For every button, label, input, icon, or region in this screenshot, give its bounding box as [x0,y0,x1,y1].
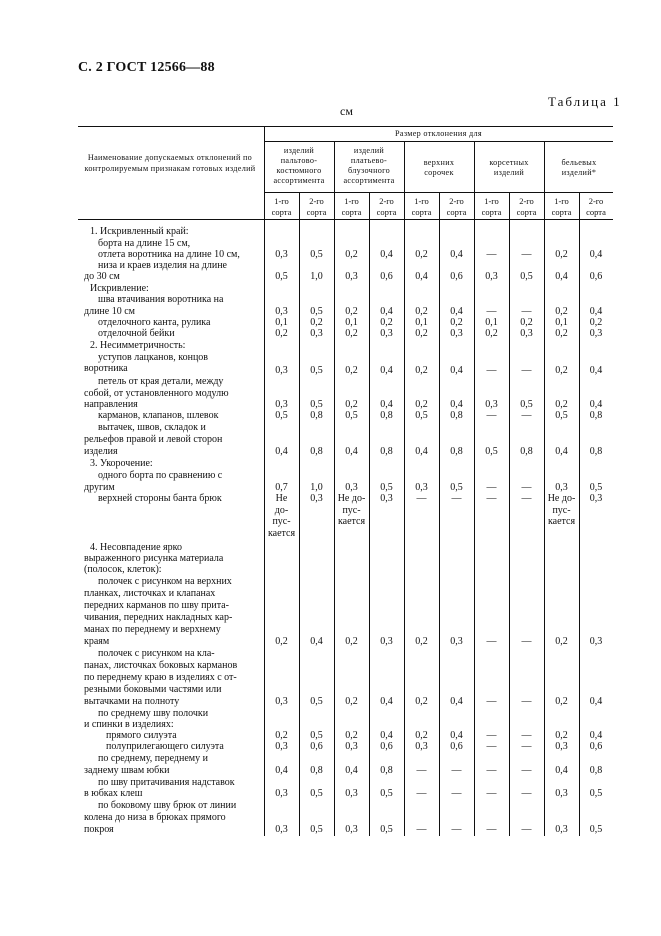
value-cell: 0,8 [450,446,463,457]
row-label-line: по переднему краю в изделиях с от- [84,672,237,683]
value-cell: 0,4 [415,446,428,457]
value-cell: — [521,306,532,317]
value-cell: — [486,306,497,317]
value-cell: 0,8 [450,410,463,421]
value-cell: 0,3 [415,741,428,752]
value-cell: 0,8 [380,446,393,457]
row-label-line: полочек с рисунком на верхних [98,576,232,587]
value-cell: кается [267,527,296,539]
value-cell: 0,2 [450,317,463,328]
row-label-line: планках, листочках и клапанах [84,588,216,599]
row-label-line: 4. Несовпадение ярко [90,542,182,553]
value-cell: — [486,696,497,707]
value-cell: — [521,824,532,835]
row-label-line: борта на длине 15 см, [98,238,191,249]
value-cell: 0,4 [345,765,358,776]
value-cell: — [416,765,427,776]
value-cell: 0,4 [555,446,568,457]
value-cell: 0,5 [275,271,288,282]
row-label-line: до 30 см [84,271,120,282]
table-top-rule [78,126,613,127]
value-cell: — [451,765,462,776]
value-cell: 0,3 [589,328,603,339]
row-label-line: отделочного канта, рулика [98,317,211,328]
row-label-line: 1. Искривленный край: [90,226,189,237]
value-cell: 0,6 [380,271,393,282]
value-cell: 0,2 [345,696,358,707]
value-cell: 1,0 [310,482,323,493]
value-cell: 0,2 [275,730,288,741]
value-cell: — [521,788,532,799]
value-cell: 0,5 [310,730,323,741]
value-cell: 0,5 [520,271,533,282]
value-cell: — [486,249,497,260]
value-cell: — [486,788,497,799]
value-cell: 0,2 [415,328,428,339]
grade-header: 1-го сорта [341,196,362,217]
size-header-rule [264,141,613,142]
value-cell: 0,5 [310,399,323,410]
value-cell: 1,0 [310,271,323,282]
value-cell: 0,2 [345,306,358,317]
row-label-line: по боковому шву брюк от линии [98,800,237,811]
value-cell: 0,1 [485,317,498,328]
value-cell: 0,6 [589,271,603,282]
row-label-line: по шву притачивания надставок [98,777,235,788]
value-cell: Не до- [547,493,576,504]
value-cell: 0,3 [275,824,288,835]
value-cell: — [521,410,532,421]
value-cell: 0,4 [450,696,463,707]
grade-header: 1-го сорта [271,196,292,217]
value-cell: 0,4 [380,365,393,376]
value-cell: 0,4 [380,306,393,317]
value-cell: 0,4 [380,249,393,260]
value-cell: 0,2 [310,317,323,328]
value-cell: пус- [552,504,571,516]
value-cell: — [521,765,532,776]
value-cell: 0,5 [555,410,568,421]
value-cell: 0,4 [310,636,323,647]
row-label-line: уступов лацканов, концов [98,352,209,363]
value-cell: 0,8 [310,446,323,457]
value-cell: кается [337,516,366,527]
value-cell: — [486,824,497,835]
value-cell: 0,3 [415,482,428,493]
value-cell: Не до- [337,493,366,504]
value-cell: 0,3 [275,741,288,752]
row-label-line: и спинки в изделиях: [84,719,174,730]
value-cell: 0,8 [310,765,323,776]
value-cell: 0,4 [450,399,463,410]
row-label-line: длине 10 см [84,306,135,317]
value-cell: 0,3 [555,824,568,835]
value-cell: 0,2 [555,399,568,410]
value-cell: 0,5 [589,482,603,493]
value-cell: 0,1 [555,317,568,328]
value-cell: — [521,741,532,752]
grade-header: 2-го сорта [446,196,467,217]
value-cell: 0,3 [275,249,288,260]
grade-header: 2-го сорта [376,196,397,217]
value-cell: 0,2 [555,636,568,647]
value-cell: 0,2 [555,365,568,376]
value-cell: 0,4 [589,306,603,317]
value-cell: 0,8 [310,410,323,421]
value-cell: 0,4 [275,765,288,776]
value-cell: 0,2 [345,636,358,647]
value-cell: 0,2 [275,636,288,647]
value-cell: 0,5 [275,410,288,421]
row-label-line: направления [84,399,138,410]
value-cell: 0,5 [450,482,463,493]
value-cell: 0,3 [345,482,358,493]
value-cell: 0,3 [485,399,498,410]
value-cell: 0,5 [310,788,323,799]
row-label-line: изделия [84,446,118,457]
value-cell: 0,8 [589,765,603,776]
value-cell: 0,2 [275,328,288,339]
value-cell: 0,2 [415,399,428,410]
value-cell: 0,3 [555,482,568,493]
value-cell: 0,4 [589,399,603,410]
value-cell: 0,2 [555,306,568,317]
value-cell: 0,3 [450,636,463,647]
value-cell: 0,8 [380,765,393,776]
row-label-line: резными боковыми частями или [84,684,222,695]
value-cell: 0,5 [380,824,393,835]
value-cell: 0,8 [589,446,603,457]
value-cell: — [521,730,532,741]
value-cell: — [521,636,532,647]
value-cell: 0,5 [345,410,358,421]
row-label-line: покроя [84,824,114,835]
value-cell: 0,3 [275,696,288,707]
value-cell: 0,3 [275,306,288,317]
group-header-dress: изделий платьево-блузочного ассортимента [343,146,395,185]
value-cell: 0,5 [380,788,393,799]
row-label-line: собой, от установленного модулю [84,388,229,399]
value-cell: 0,4 [275,446,288,457]
value-cell: 0,4 [589,365,603,376]
value-cell: 0,2 [415,365,428,376]
row-label-line: воротника [84,363,128,374]
value-cell: 0,2 [555,249,568,260]
row-label-line: по среднему шву полочки [98,708,209,719]
value-cell: — [486,765,497,776]
value-cell: 0,1 [415,317,428,328]
value-cell: пус- [342,504,361,516]
value-cell: — [486,493,497,504]
value-cell: 0,2 [520,317,533,328]
row-label-line: передних карманов по шву притa- [84,600,229,611]
value-cell: 0,4 [345,446,358,457]
value-cell: 0,5 [310,249,323,260]
row-label-line: карманов, клапанов, шлевок [98,410,219,421]
value-cell: — [486,741,497,752]
value-cell: 0,6 [310,741,323,752]
value-cell: 0,5 [310,365,323,376]
value-cell: — [521,365,532,376]
header-bottom-rule [78,219,613,220]
row-label-line: одного борта по сравнению с [98,470,223,481]
value-cell: 0,3 [310,328,323,339]
value-cell: — [486,410,497,421]
value-cell: — [486,730,497,741]
unit-label: см [340,104,353,118]
value-cell: 0,4 [450,306,463,317]
value-cell: 0,4 [589,730,603,741]
grade-header: 2-го сорта [306,196,327,217]
group-header-corset: корсетных изделий [489,158,529,177]
value-cell: 0,4 [589,696,603,707]
row-label-line: колена до низа в брюках прямого [84,812,226,823]
value-cell: 0,2 [555,730,568,741]
value-cell: 0,4 [380,730,393,741]
value-cell: 0,2 [345,730,358,741]
value-cell: 0,1 [275,317,288,328]
grade-header: 2-го сорта [516,196,537,217]
row-label-line: полочек с рисунком на кла- [98,648,215,659]
value-cell: 0,4 [589,249,603,260]
value-cell: 0,4 [450,365,463,376]
value-cell: — [486,365,497,376]
value-cell: 0,2 [415,696,428,707]
row-label-line: заднему швам юбки [84,765,170,776]
value-cell: — [521,482,532,493]
value-cell: 0,6 [450,741,463,752]
value-cell: 0,2 [345,249,358,260]
value-cell: 0,2 [380,317,393,328]
value-cell: 0,2 [415,636,428,647]
row-label-line: петель от края детали, между [98,376,224,387]
value-cell: — [451,493,462,504]
value-cell: 0,2 [415,306,428,317]
value-cell: 0,3 [275,788,288,799]
row-label-line: вытачек, швов, складок и [98,422,206,433]
value-cell: 0,4 [450,249,463,260]
value-cell: 0,3 [380,328,393,339]
value-cell: — [486,636,497,647]
row-label-line: полуприлегающего силуэта [106,741,224,752]
value-cell: 0,7 [275,482,288,493]
value-cell: — [521,493,532,504]
value-cell: 0,3 [485,271,498,282]
grade-header: 1-го сорта [481,196,502,217]
row-label-line: манах по переднему и верхнему [84,624,221,635]
row-label-line: верхней стороны банта брюк [98,493,222,504]
value-cell: 0,5 [415,410,428,421]
value-cell: 0,2 [345,328,358,339]
value-cell: до- [274,504,289,516]
value-cell: 0,5 [380,482,393,493]
value-cell: 0,3 [345,824,358,835]
size-header: Размер отклонения для [395,129,482,138]
value-cell: 0,5 [310,696,323,707]
value-cell: — [451,788,462,799]
value-cell: 0,2 [345,365,358,376]
value-cell: 0,3 [589,493,603,504]
name-column-header: Наименование допускаемых отклонений по контролируемым признакам готовых изделий [84,153,256,173]
value-cell: 0,5 [520,399,533,410]
value-cell: 0,3 [589,636,603,647]
value-cell: — [451,824,462,835]
row-label-line: другим [84,482,115,493]
value-cell: 0,4 [380,399,393,410]
value-cell: 0,5 [589,824,603,835]
row-label-line: шва втачивания воротника на [98,294,224,305]
value-cell: — [486,482,497,493]
grade-header: 2-го сорта [586,196,606,217]
value-cell: 0,3 [450,328,463,339]
value-cell: 0,5 [589,788,603,799]
value-cell: 0,2 [345,399,358,410]
value-cell: Не [275,493,288,504]
value-cell: 0,4 [555,765,568,776]
row-label-line: в юбках клеш [84,788,143,799]
value-cell: 0,6 [380,741,393,752]
value-cell: 0,4 [415,271,428,282]
group-header-shirts: верхних сорочек [423,158,455,177]
value-cell: 0,2 [415,730,428,741]
value-cell: — [521,696,532,707]
value-cell: 0,5 [310,824,323,835]
value-cell: — [416,788,427,799]
value-cell: 0,2 [415,249,428,260]
row-label-line: по среднему, переднему и [98,753,208,764]
value-cell: 0,4 [450,730,463,741]
group-header-linen: бельевых изделий* [561,158,597,177]
value-cell: 0,8 [589,410,603,421]
row-label-line: (полосок, клеток): [84,564,162,575]
value-cell: 0,3 [310,493,323,504]
value-cell: 0,6 [450,271,463,282]
grade-header: 1-го сорта [551,196,572,217]
group-header-coat: изделий пальтово-костюмного ассортимента [273,146,325,185]
row-label-line: панах, листочках боковых карманов [84,660,238,671]
value-cell: 0,3 [380,493,393,504]
value-cell: 0,3 [275,399,288,410]
row-label-line: 3. Укорочение: [90,458,153,469]
row-label-line: 2. Несимметричность: [90,340,186,351]
value-cell: 0,6 [589,741,603,752]
value-cell: 0,2 [589,317,603,328]
row-label-line: выраженного рисунка материала [84,553,224,564]
row-label-line: отлета воротника на длине 10 см, [98,249,240,260]
value-cell: 0,3 [380,636,393,647]
row-label-line: низа и краев изделия на длине [98,260,227,271]
page-header: С. 2 ГОСТ 12566—88 [78,60,215,75]
row-label-line: прямого силуэта [106,730,177,741]
value-cell: 0,1 [345,317,358,328]
value-cell: кается [547,516,576,527]
value-cell: — [416,824,427,835]
value-cell: 0,3 [345,741,358,752]
value-cell: 0,4 [380,696,393,707]
row-label-line: вытачками на полноту [84,696,180,707]
value-cell: 0,5 [485,446,498,457]
value-cell: пус- [272,516,291,527]
row-label-line: Искривление: [90,283,149,294]
row-label-line: рельефов правой и левой сторон [84,434,223,445]
value-cell: — [416,493,427,504]
value-cell: 0,8 [380,410,393,421]
value-cell: 0,3 [520,328,533,339]
table-label: Таблица 1 [548,94,622,109]
value-cell: 0,4 [555,271,568,282]
value-cell: 0,2 [555,696,568,707]
value-cell: 0,2 [555,328,568,339]
value-cell: 0,2 [485,328,498,339]
row-label-line: чивания, передних накладных кар- [84,612,233,623]
value-cell: 0,3 [555,788,568,799]
value-cell: 0,3 [345,788,358,799]
value-cell: 0,3 [555,741,568,752]
value-cell: 0,3 [345,271,358,282]
grade-header: 1-го сорта [411,196,432,217]
row-label-line: отделочной бейки [98,328,175,339]
value-cell: — [521,249,532,260]
value-cell: 0,5 [310,306,323,317]
row-label-line: краям [84,636,110,647]
value-cell: 0,3 [275,365,288,376]
value-cell: 0,8 [520,446,533,457]
